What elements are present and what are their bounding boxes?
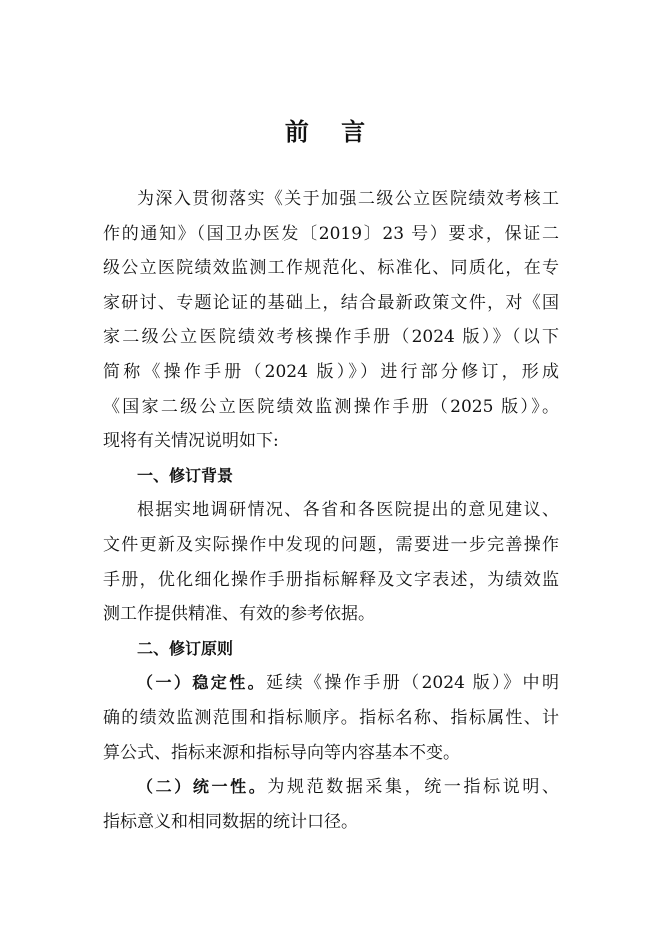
intro-line: 家研讨、专题论证的基础上，结合最新政策文件，对《国: [103, 292, 559, 313]
intro-line: 家二级公立医院绩效考核操作手册（2024 版）》（以下: [103, 327, 559, 348]
section-line: 根据实地调研情况、各省和各医院提出的意见建议、: [137, 500, 559, 521]
page-title: 前 言: [284, 117, 378, 146]
principle-lead: （一）稳定性。: [137, 673, 267, 693]
principle-line: 算公式、指标来源和指标导向等内容基本不变。: [103, 742, 460, 763]
intro-line: 作的通知》（国卫办医发〔2019〕23 号）要求，保证二: [103, 223, 559, 244]
principle-line: 指标意义和相同数据的统计口径。: [103, 811, 358, 832]
principle-text: 为规范数据采集，统一指标说明、: [267, 777, 559, 798]
section-line: 文件更新及实际操作中发现的问题，需要进一步完善操作: [103, 534, 559, 555]
principle-text: 延续《操作手册（2024 版）》中明: [266, 673, 559, 694]
section-line: 手册，优化细化操作手册指标解释及文字表述，为绩效监: [103, 569, 559, 590]
document-body: [103, 182, 559, 839]
principle-line: 确的绩效监测范围和指标顺序。指标名称、指标属性、计: [103, 707, 559, 728]
section-heading: 二、修订原则: [137, 638, 234, 658]
intro-line: 现将有关情况说明如下:: [103, 431, 279, 452]
principle-lead: （二）统一性。: [137, 777, 268, 797]
section-heading: 一、修订背景: [137, 465, 234, 485]
intro-line: 《国家二级公立医院绩效监测操作手册（2025 版）》。: [103, 396, 559, 417]
intro-line: 级公立医院绩效监测工作规范化、标准化、同质化，在专: [103, 258, 559, 279]
principle-line: [103, 666, 559, 701]
intro-line: 简称《操作手册（2024 版）》）进行部分修订，形成: [103, 361, 559, 382]
principle-line: [103, 770, 559, 805]
section-line: 测工作提供精准、有效的参考依据。: [103, 604, 375, 625]
intro-line: 为深入贯彻落实《关于加强二级公立医院绩效考核工: [137, 189, 559, 209]
